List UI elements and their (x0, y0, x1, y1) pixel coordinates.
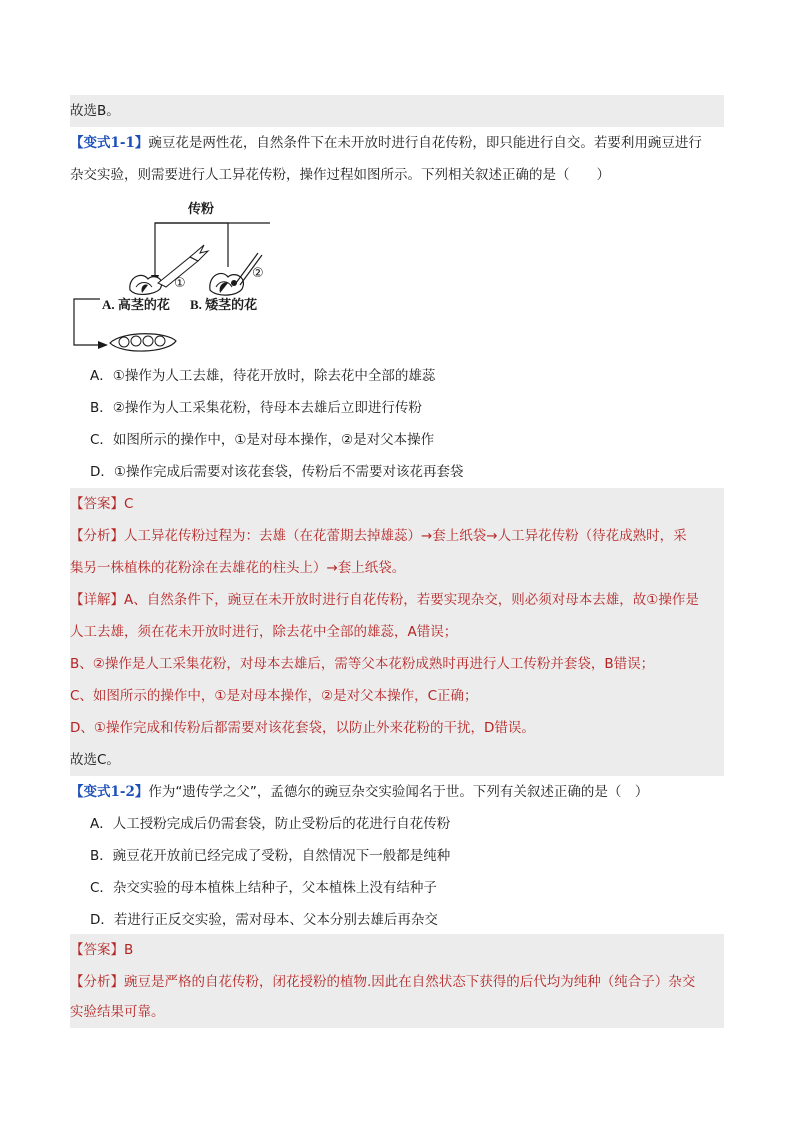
q1-option-a-text: A．①操作为人工去雄，待花开放时，除去花中全部的雄蕊 (90, 368, 436, 384)
analysis-2-tag: 【分析】 (70, 974, 124, 990)
question-1-1-text-1: 豌豆花是两性花，自然条件下在未开放时进行自花传粉，即只能进行自交。若要利用豌豆进行 (148, 135, 702, 151)
q1-option-d (90, 456, 724, 488)
detail-1-line-2 (70, 616, 724, 648)
analysis-1-text-1: 人工异花传粉过程为：去雄（在花蕾期去掉雄蕊）→套上纸袋→人工异花传粉（待花成熟时，采 (124, 528, 687, 544)
q2-option-b (90, 840, 724, 872)
analysis-1-tag: 【分析】 (70, 528, 124, 544)
detail-1-text-2: 人工去雄，须在花未开放时进行，除去花中全部的雄蕊，A错误； (70, 624, 458, 640)
q1-option-b (90, 392, 724, 424)
q2-option-a-text: A．人工授粉完成后仍需套袋，防止受粉后的花进行自花传粉 (90, 816, 451, 832)
analysis-2-text-1: 豌豆是严格的自花传粉，闭花授粉的植物.因此在自然状态下获得的后代均为纯种（纯合子）杂交 (124, 974, 696, 990)
choose-b-line (70, 95, 724, 127)
figure-label-pollination: 传粉 (188, 201, 215, 216)
q1-option-c-text: C．如图所示的操作中，①是对母本操作，②是对父本操作 (90, 432, 435, 448)
flower-a-icon (130, 245, 208, 294)
analysis-2-line-2 (70, 996, 724, 1028)
answer-1-tag: 【答案】 (70, 496, 124, 512)
question-1-2-line (70, 776, 724, 808)
detail-1-tag: 【详解】 (70, 592, 124, 608)
analysis-1-line-1 (70, 520, 724, 552)
question-1-1-text-2: 杂交实验，则需要进行人工异花传粉，操作过程如图所示。下列相关叙述正确的是（ ） (70, 167, 610, 183)
pollination-diagram-svg (70, 195, 270, 355)
q1-option-a (90, 360, 724, 392)
analysis-2-line-1 (70, 966, 724, 998)
q2-option-b-text: B．豌豆花开放前已经完成了受粉，自然情况下一般都是纯种 (90, 848, 451, 864)
analysis-1-text-2: 集另一株植株的花粉涂在去雄花的柱头上）→套上纸袋。 (70, 560, 406, 576)
figure-label-a: A. 高茎的花 (102, 297, 170, 312)
question-1-1-tag: 【变式1-1】 (70, 135, 149, 151)
choose-c-text: 故选C。 (70, 752, 120, 768)
mark-2: ② (252, 266, 264, 281)
detail-1-line-4 (70, 680, 724, 712)
q2-option-c-text: C．杂交实验的母本植株上结种子，父本植株上没有结种子 (90, 880, 437, 896)
pollination-diagram (70, 195, 270, 355)
q2-option-d-text: D．若进行正反交实验，需对母本、父本分别去雄后再杂交 (90, 912, 438, 928)
question-1-1-line-1 (70, 127, 724, 159)
answer-1-line (70, 488, 724, 520)
detail-1-line-1 (70, 584, 724, 616)
answer-2-value: B (124, 942, 134, 958)
detail-1-line-3 (70, 648, 724, 680)
q2-option-d (90, 904, 724, 936)
analysis-1-line-2 (70, 552, 724, 584)
q1-option-d-text: D．①操作完成后需要对该花套袋，传粉后不需要对该花再套袋 (90, 464, 464, 480)
pea-pod-icon (110, 334, 176, 351)
q1-option-b-text: B．②操作为人工采集花粉，待母本去雄后立即进行传粉 (90, 400, 422, 416)
detail-1-line-5 (70, 712, 724, 744)
analysis-2-text-2: 实验结果可靠。 (70, 1004, 165, 1020)
result-arrow-head (98, 341, 108, 349)
result-arrow (74, 299, 102, 345)
q2-option-c (90, 872, 724, 904)
question-1-2-tag: 【变式1-2】 (70, 784, 149, 800)
figure-label-b: B. 矮茎的花 (190, 297, 258, 312)
q1-option-c (90, 424, 724, 456)
detail-1-text-5: D、①操作完成和传粉后都需要对该花套袋，以防止外来花粉的干扰，D错误。 (70, 720, 535, 736)
answer-2-line (70, 934, 724, 966)
q2-option-a (90, 808, 724, 840)
answer-2-tag: 【答案】 (70, 942, 124, 958)
detail-1-text-1: A、自然条件下，豌豆在未开放时进行自花传粉，若要实现杂交，则必须对母本去雄，故①操作是 (124, 592, 699, 608)
question-1-1-line-2 (70, 159, 724, 191)
choose-b-text: 故选B。 (70, 103, 120, 119)
choose-c-line (70, 744, 724, 776)
answer-1-value: C (124, 496, 134, 512)
detail-1-text-4: C、如图所示的操作中，①是对母本操作，②是对父本操作，C正确； (70, 688, 478, 704)
flower-b-icon (210, 253, 264, 295)
question-1-2-text: 作为“遗传学之父”，孟德尔的豌豆杂交实验闻名于世。下列有关叙述正确的是（ ） (148, 784, 649, 800)
detail-1-text-3: B、②操作是人工采集花粉，对母本去雄后，需等父本花粉成熟时再进行人工传粉并套袋，B错误； (70, 656, 655, 672)
mark-1: ① (174, 276, 186, 291)
